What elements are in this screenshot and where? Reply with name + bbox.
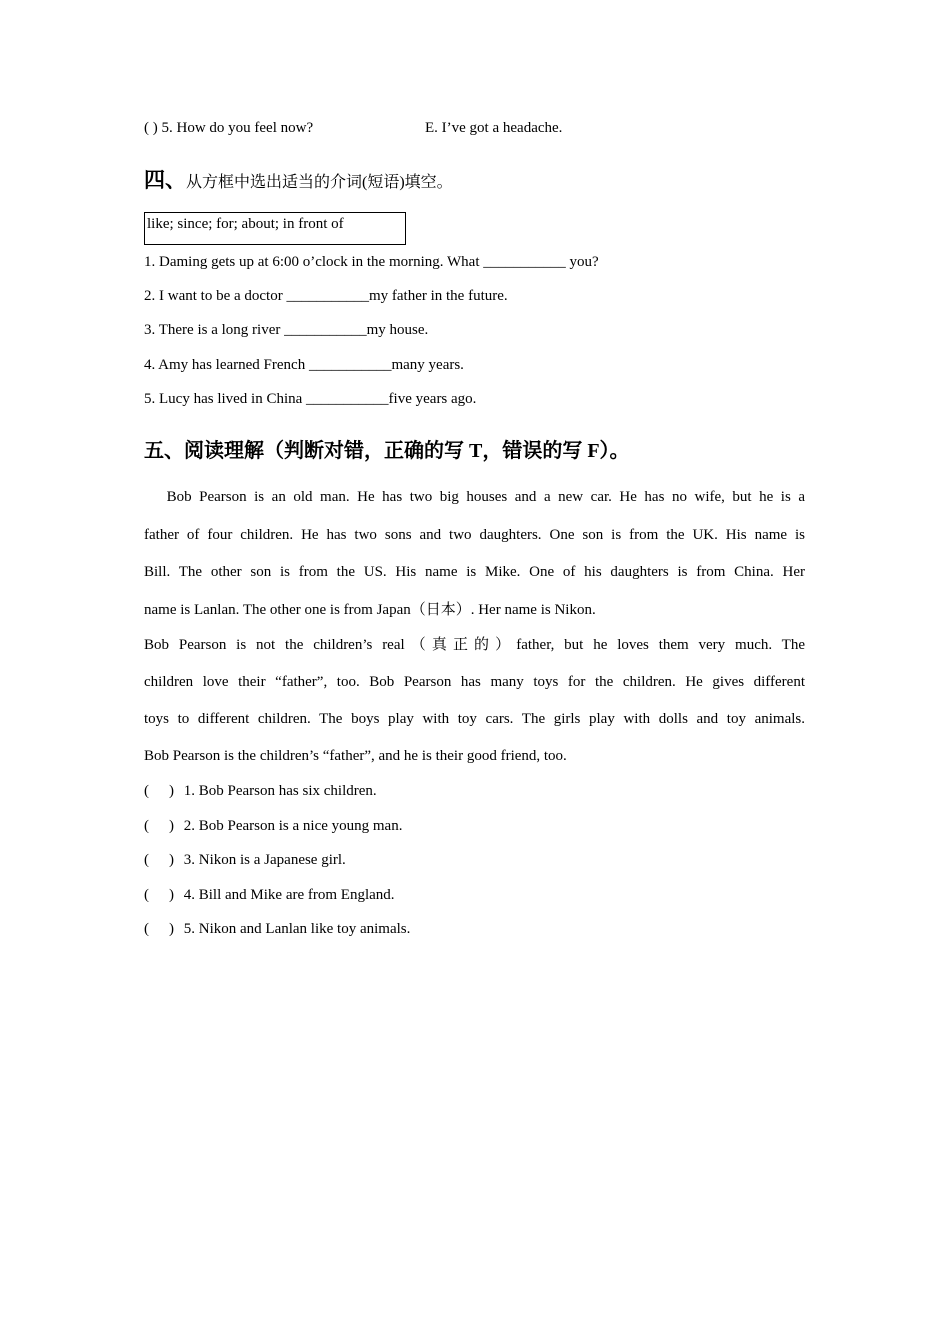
tf-question-text: 1. Bob Pearson has six children. [183, 783, 377, 799]
reading-passage [144, 487, 805, 507]
reading-passage-line-8 [144, 746, 805, 766]
fill-item-1: 1. Daming gets up at 6:00 o’clock in the morning. What ___________ you? [144, 254, 599, 270]
passage-line: Bill. The other son is from the US. His name is Mike. One of his daughters is from China. Her [144, 564, 805, 580]
word-box [144, 212, 406, 245]
answer-blank[interactable] [144, 885, 180, 905]
paren-open: ( [144, 921, 149, 937]
section4-instruction: 从方框中选出适当的介词(短语)填空。 [186, 174, 453, 191]
match-answer-e [425, 118, 562, 138]
tf-question-4 [144, 885, 395, 905]
passage-line: name is Lanlan. The other one is from Japan（日本）. Her name is Nikon. [144, 602, 596, 618]
paren-open: ( [144, 887, 149, 903]
passage-line: Bob Pearson is not the children’s real（真正的）father, but he loves them very much. The [144, 637, 805, 653]
fill-item-3: 3. There is a long river ___________my house. [144, 322, 429, 338]
paren-open: ( [144, 818, 149, 834]
reading-passage-line-7 [144, 709, 805, 729]
answer-blank[interactable] [144, 919, 180, 939]
paren-close: ) [169, 887, 174, 903]
passage-line: Bob Pearson is the children’s “father”, and he is their good friend, too. [144, 748, 567, 764]
tf-question-text: 4. Bill and Mike are from England. [183, 887, 395, 903]
tf-question-3 [144, 850, 346, 870]
reading-passage-line-4 [144, 600, 805, 620]
section5-title: 五、阅读理解（判断对错，正确的写 T，错误的写 F）。 [144, 440, 630, 462]
fill-item-5: 5. Lucy has lived in China ___________five years ago. [144, 391, 477, 407]
paren-close: ) [169, 783, 174, 799]
passage-line: toys to different children. The boys play with toy cars. The girls play with dolls and toy animals. [144, 711, 805, 727]
tf-question-1 [144, 781, 377, 801]
passage-line: children love their “father”, too. Bob Pearson has many toys for the children. He gives different [144, 674, 805, 690]
passage-line: father of four children. He has two sons and two daughters. One son is from the UK. His name is [144, 527, 805, 543]
section4-number: 四、 [144, 168, 186, 192]
match-question-text: ( ) 5. How do you feel now? [144, 120, 314, 136]
passage-line: Bob Pearson is an old man. He has two big houses and a new car. He has no wife, but he is a [144, 489, 805, 505]
paren-open: ( [144, 783, 149, 799]
fill-item-4: 4. Amy has learned French ___________many years. [144, 357, 464, 373]
tf-question-text: 5. Nikon and Lanlan like toy animals. [183, 921, 411, 937]
paren-close: ) [169, 852, 174, 868]
paren-close: ) [169, 921, 174, 937]
reading-passage-line-3 [144, 562, 805, 582]
word-box-text: like; since; for; about; in front of [147, 216, 344, 232]
paren-open: ( [144, 852, 149, 868]
paren-close: ) [169, 818, 174, 834]
reading-passage-line-6 [144, 672, 805, 692]
answer-blank[interactable] [144, 816, 180, 836]
tf-question-5 [144, 919, 410, 939]
answer-blank[interactable] [144, 850, 180, 870]
fill-item-2: 2. I want to be a doctor ___________my father in the future. [144, 288, 508, 304]
reading-passage-line-2 [144, 525, 805, 545]
section4-heading [144, 164, 453, 194]
reading-passage-line-5 [144, 635, 805, 655]
match-question-5 [144, 118, 313, 138]
tf-question-text: 2. Bob Pearson is a nice young man. [183, 818, 403, 834]
match-answer-text: E. I’ve got a headache. [425, 120, 563, 136]
tf-question-2 [144, 816, 402, 836]
tf-question-text: 3. Nikon is a Japanese girl. [183, 852, 346, 868]
answer-blank[interactable] [144, 781, 180, 801]
